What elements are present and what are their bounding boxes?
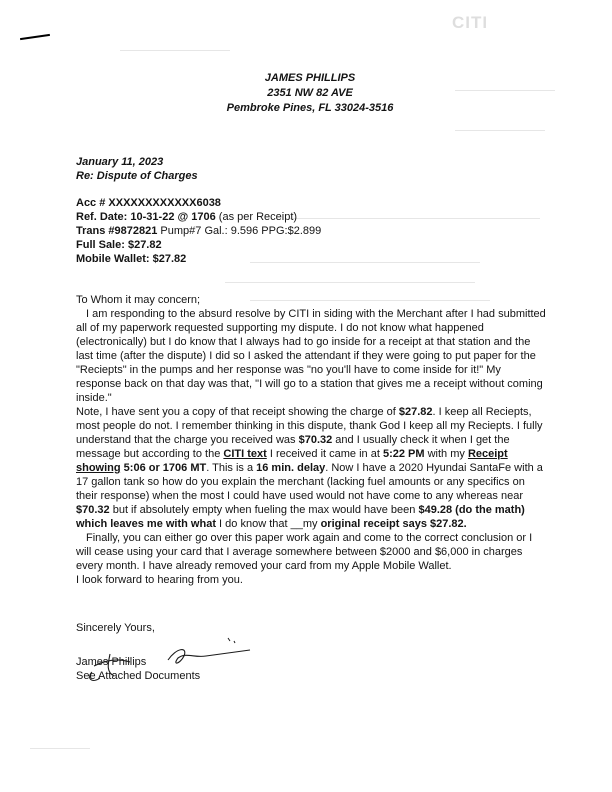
handwritten-signature: [88, 632, 258, 682]
sender-street: 2351 NW 82 AVE: [267, 87, 353, 99]
bleed-line: [455, 130, 545, 131]
salutation: To Whom it may concern;: [76, 294, 201, 306]
sender-address: [0, 71, 612, 116]
bleed-line: [30, 748, 90, 749]
transaction: Trans #9872821 Pump#7 Gal.: 9.596 PPG:$2.899: [76, 225, 322, 237]
scan-mark: [20, 34, 50, 40]
ref-date: Ref. Date: 10-31-22 @ 1706 (as per Receipt): [76, 211, 298, 223]
account-number: Acc # XXXXXXXXXXXX6038: [76, 197, 221, 209]
paragraph-3: Finally, you can either go over this paper work again and come to the correct conclusion or I will cease using your card that I average somewhere between $2000 and $6,000 in charges every month. I have already removed your card from my Apple Mobile Wallet.: [76, 532, 533, 572]
full-sale: Full Sale: $27.82: [76, 239, 162, 251]
mobile-wallet: Mobile Wallet: $27.82: [76, 253, 187, 265]
paragraph-1: I am responding to the absurd resolve by CITI in siding with the Merchant after I had submitted all of my paperwork requested supporting my dispute. I do not know what happened (electronically) but I do know that I always had to go inside for a receipt at that station and the last time (after the dispute) I did so I asked the attendant if they were going to put paper for the "Reciepts" in the pumps and her response was "no you'll have to come inside for it!" My response back on that day was that, "I will go to a station that gives me a receipt without coming inside.": [76, 308, 546, 404]
date-block: [76, 155, 198, 183]
paragraph-4: I look forward to hearing from you.: [76, 574, 243, 586]
re-line: Re: Dispute of Charges: [76, 170, 198, 182]
sender-name: JAMES PHILLIPS: [264, 72, 356, 84]
letter-body: [76, 293, 548, 587]
enclosure-note: See Attached Documents: [76, 670, 201, 682]
signer-name: James Phillips: [76, 656, 147, 668]
paragraph-2: Note, I have sent you a copy of that receipt showing the charge of $27.82. I keep all Reciepts, most people do not. I remember thinking in this dispute, thank God I keep all my Reciepts. I fully understand that the charge you received was $70.32 and I usually check it when I get the message but according to the CITI text I received it came in at 5:22 PM with my Receipt showing 5:06 or 1706 MT. This is a 16 min. delay. Now I have a 2020 Hyundai SantaFe with a 17 gallon tank so how do you explain the merchant (lacking fuel amounts or any specifics on their response) when the most I could have used would not have come to any whereas near $70.32 but if absolutely empty when fueling the max would have been $49.28 (do the math) which leaves me with what I do know that __my original receipt says $27.82.: [76, 406, 543, 530]
bleed-line: [120, 50, 230, 51]
bleed-line: [290, 218, 540, 219]
account-details: [76, 196, 321, 266]
bleed-through-logo: CITI: [452, 13, 489, 32]
letter-date: January 11, 2023: [76, 156, 164, 168]
bleed-line: [225, 282, 475, 283]
sender-city: Pembroke Pines, FL 33024-3516: [226, 102, 394, 114]
sign-off: Sincerely Yours,: [76, 622, 155, 634]
